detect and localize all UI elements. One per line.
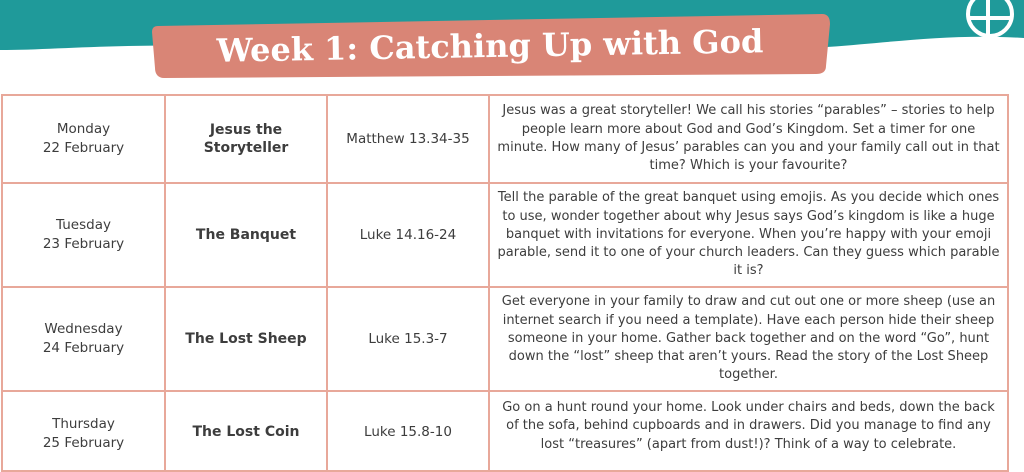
title-cell bbox=[165, 287, 327, 391]
day-date: 22 February bbox=[42, 140, 125, 156]
title-cell bbox=[165, 391, 327, 471]
table-row bbox=[2, 391, 1008, 471]
cross-circle-icon bbox=[958, 0, 1024, 46]
title-cell bbox=[165, 183, 327, 287]
title-cell bbox=[165, 95, 327, 183]
activity-description: Go on a hunt round your home. Look under chairs and beds, down the back of the sofa, behind cupboards and in drawers. Did you manage to find any lost “treasures” (apart from dust!)? Think of a way to celebrate. bbox=[489, 391, 1008, 471]
table-row bbox=[2, 287, 1008, 391]
day-date: 23 February bbox=[42, 236, 125, 252]
table-row bbox=[2, 183, 1008, 287]
activity-description: Jesus was a great storyteller! We call his stories “parables” – stories to help people learn more about God and God’s Kingdom. Set a timer for one minute. How many of Jesus’ parables can you and your family call out in that time? Which is your favourite? bbox=[489, 95, 1008, 183]
bible-reference: Matthew 13.34-35 bbox=[327, 95, 489, 183]
session-title: The Lost Coin bbox=[192, 424, 300, 440]
day-cell bbox=[2, 183, 165, 287]
day-cell bbox=[2, 391, 165, 471]
day-name: Wednesday bbox=[44, 321, 123, 337]
day-date: 25 February bbox=[42, 435, 125, 451]
activity-description: Get everyone in your family to draw and cut out one or more sheep (use an internet search if you need a template). Have each person hide their sheep someone in your home. Gather back together and on the word “Go”, hunt down the “lost” sheep that aren’t yours. Read the story of the Lost Sheep together. bbox=[489, 287, 1008, 391]
bible-reference-text: Luke 15.8-10 bbox=[364, 424, 452, 440]
day-cell bbox=[2, 95, 165, 183]
page-title: Week 1: Catching Up with God bbox=[216, 22, 764, 70]
bible-reference bbox=[327, 391, 489, 471]
session-title: Storyteller bbox=[203, 140, 289, 156]
day-name: Monday bbox=[56, 121, 111, 137]
day-name: Thursday bbox=[52, 416, 115, 432]
bible-reference: Luke 15.3-7 bbox=[327, 287, 489, 391]
day-name: Tuesday bbox=[56, 217, 111, 233]
bible-reference: Luke 14.16-24 bbox=[327, 183, 489, 287]
day-date: 24 February bbox=[42, 340, 125, 356]
day-cell bbox=[2, 287, 165, 391]
activity-description: Tell the parable of the great banquet using emojis. As you decide which ones to use, wonder together about why Jesus says God’s kingdom is like a huge banquet with invitations for everyone. When you’re happy with your emoji parable, send it to one of your church leaders. Can they guess which parable it is? bbox=[489, 183, 1008, 287]
session-title: The Banquet bbox=[195, 227, 297, 243]
session-title: Jesus the bbox=[209, 122, 283, 138]
table-row bbox=[2, 95, 1008, 183]
schedule-table bbox=[1, 94, 1009, 472]
session-title: The Lost Sheep bbox=[185, 331, 307, 347]
